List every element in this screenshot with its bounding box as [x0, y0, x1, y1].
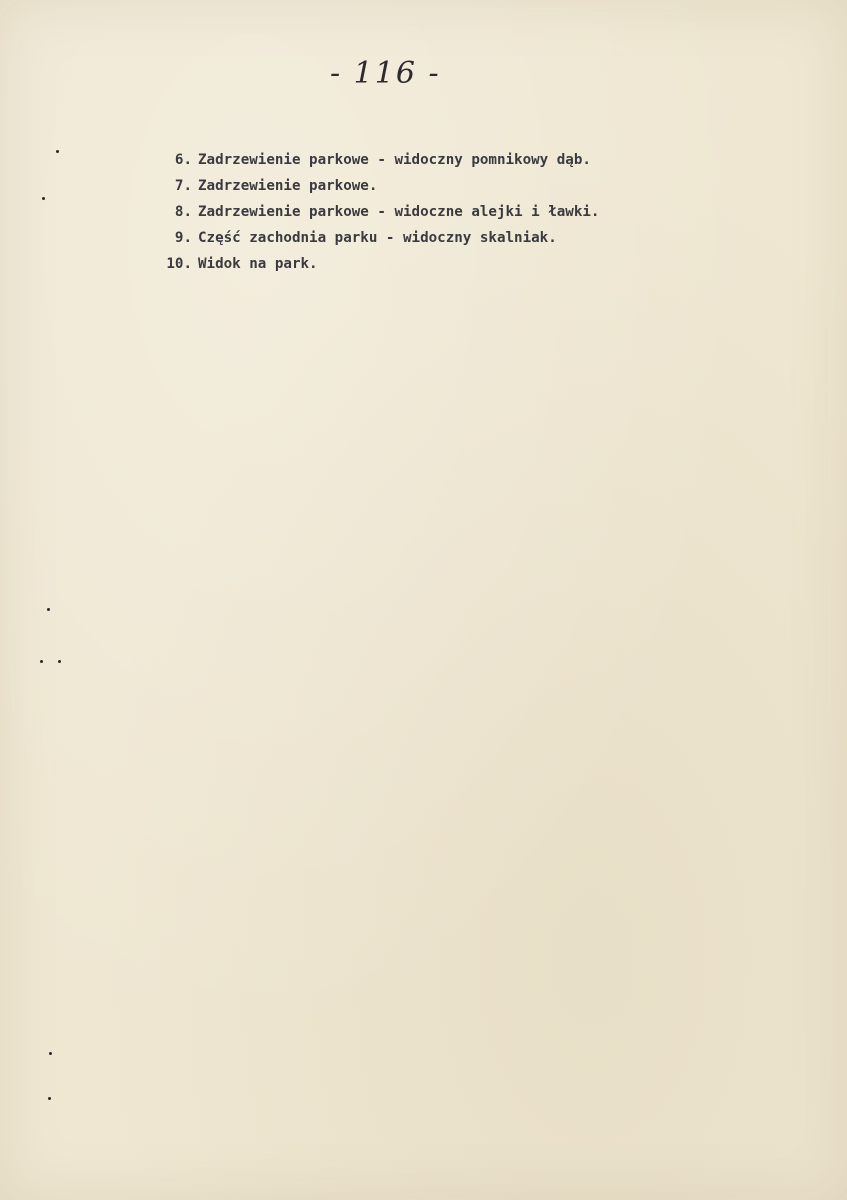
- page-number: - 116 -: [330, 56, 441, 91]
- list-item-number: 8.: [174, 204, 192, 220]
- margin-speck: [47, 608, 50, 611]
- list-item: [150, 204, 710, 230]
- list-item-text: Część zachodnia parku - widoczny skalniak.: [198, 230, 557, 246]
- list-item-text: Zadrzewienie parkowe - widoczny pomnikowy dąb.: [198, 152, 591, 168]
- list-item: [150, 152, 710, 178]
- list-item-number: 6.: [174, 152, 192, 168]
- margin-speck: [42, 197, 45, 200]
- list-item-number: 7.: [174, 178, 192, 194]
- list-item-number: 10.: [166, 256, 192, 272]
- margin-speck: [48, 1097, 51, 1100]
- list-item: [150, 178, 710, 204]
- list-item-text: Zadrzewienie parkowe - widoczne alejki i ławki.: [198, 204, 600, 220]
- list-item-text: Zadrzewienie parkowe.: [198, 178, 378, 194]
- list-item-text: Widok na park.: [198, 256, 318, 272]
- list-item: [150, 256, 710, 282]
- caption-list: [150, 152, 710, 282]
- list-item: [150, 230, 710, 256]
- margin-speck: [49, 1052, 52, 1055]
- margin-speck: [56, 150, 59, 153]
- margin-speck: [58, 660, 61, 663]
- margin-speck: [40, 660, 43, 663]
- list-item-number: 9.: [174, 230, 192, 246]
